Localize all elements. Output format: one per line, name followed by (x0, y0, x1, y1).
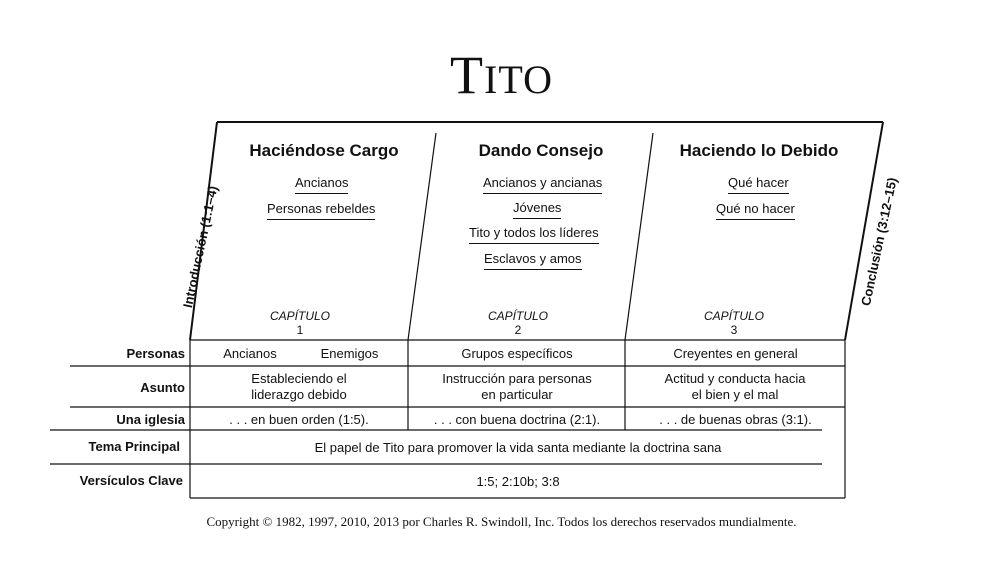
frame-divider-2 (625, 133, 653, 340)
cell-personas-enemigos: Enemigos (320, 346, 379, 361)
section-3-topic: Qué hacer (728, 175, 789, 194)
section-heading-3: Haciendo lo Debido (679, 141, 839, 160)
section-3-topic: Qué no hacer (716, 201, 795, 220)
chapter-number: 1 (296, 323, 304, 337)
cell-asunto-col3: Actitud y conducta hacia el bien y el mal (664, 371, 806, 402)
cell-personas-col3: Creyentes en general (673, 346, 798, 361)
section-2-topic: Tito y todos los líderes (469, 225, 599, 244)
cell-asunto-col1: Estableciendo el liderazgo debido (251, 371, 347, 402)
cell-asunto-col2: Instrucción para personas en particular (442, 371, 592, 402)
chapter-title: CAPÍTULO (703, 309, 764, 323)
section-heading-2: Dando Consejo (478, 141, 604, 160)
row-label-tema-principal: Tema Principal (88, 439, 180, 454)
cell-iglesia-col3: . . . de buenas obras (3:1). (659, 412, 812, 427)
conclusion-label: Conclusión (3:12–15) (858, 176, 900, 308)
chapter-title: CAPÍTULO (269, 309, 330, 323)
cell-versiculos-clave: 1:5; 2:10b; 3:8 (476, 474, 560, 489)
section-1-topic: Ancianos (295, 175, 348, 194)
section-heading-1: Haciéndose Cargo (249, 141, 399, 160)
chapter-number: 2 (514, 323, 522, 337)
section-2-topic: Jóvenes (513, 200, 561, 219)
chapter-title: CAPÍTULO (487, 309, 548, 323)
cell-personas-ancianos: Ancianos (223, 346, 277, 361)
intro-label: Introducción (1:1–4) (180, 184, 221, 310)
row-label-asunto: Asunto (140, 380, 185, 395)
cell-iglesia-col2: . . . con buena doctrina (2:1). (433, 412, 601, 427)
row-label-una-iglesia: Una iglesia (116, 412, 185, 427)
chapter-label-1 (260, 309, 340, 337)
page-title: TITO (450, 45, 553, 105)
section-2-topic: Ancianos y ancianas (483, 175, 602, 194)
copyright-text: Copyright © 1982, 1997, 2010, 2013 por Charles R. Swindoll, Inc. Todos los derechos reservados mundialmente. (206, 514, 797, 529)
row-label-personas: Personas (126, 346, 185, 361)
frame-divider-1 (408, 133, 436, 340)
section-2-topic: Esclavos y amos (484, 251, 582, 270)
chapter-number: 3 (730, 323, 738, 337)
cell-iglesia-col1: . . . en buen orden (1:5). (229, 412, 369, 427)
row-label-versiculos-clave: Versículos Clave (79, 473, 183, 488)
section-1-topic: Personas rebeldes (267, 201, 375, 220)
chapter-label-3 (694, 309, 774, 337)
cell-tema-principal: El papel de Tito para promover la vida santa mediante la doctrina sana (314, 440, 722, 455)
chapter-label-2 (478, 309, 558, 337)
cell-personas-col2: Grupos específicos (461, 346, 573, 361)
